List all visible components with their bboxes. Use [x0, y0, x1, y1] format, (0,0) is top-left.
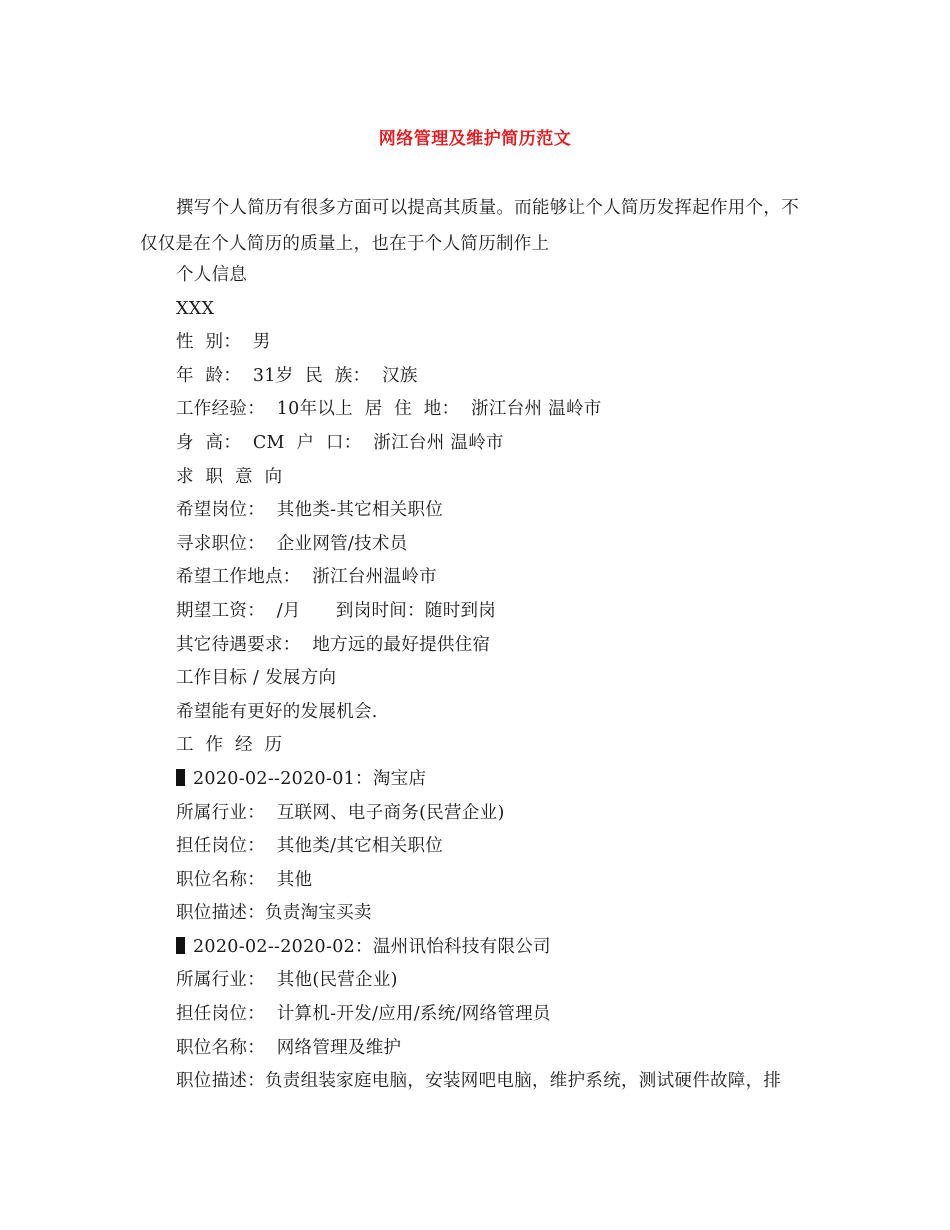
job-description-line: 职位描述：负责淘宝买卖	[176, 903, 372, 924]
section-heading-goal: 工作目标 / 发展方向	[176, 668, 337, 689]
job-title-line: 职位名称： 网络管理及维护	[176, 1037, 402, 1058]
square-bullet-icon	[176, 937, 185, 954]
section-heading-job-intent: 求 职 意 向	[176, 466, 283, 487]
job-entry-header	[176, 763, 836, 797]
height-hukou-line: 身 高： CM 户 口： 浙江台州 温岭市	[176, 432, 504, 453]
intro-paragraph: 撰写个人简历有很多方面可以提高其质量。而能够让个人简历发挥起作用个，不仅仅是在个人简历的质量上，也在于个人简历制作上	[140, 198, 799, 254]
other-requirements-line: 其它待遇要求： 地方远的最好提供住宿	[176, 634, 491, 655]
job-description-line: 职位描述：负责组装家庭电脑，安装网吧电脑，维护系统，测试硬件故障，排	[176, 1071, 782, 1092]
job-entry-header	[176, 931, 836, 965]
section-heading-work-history: 工 作 经 历	[176, 735, 283, 756]
square-bullet-icon	[176, 769, 185, 786]
sought-position-line: 寻求职位： 企业网管/技术员	[176, 533, 408, 554]
section-heading-personal-info: 个人信息	[176, 265, 248, 285]
job-entry-header-text: 2020-02--2020-01：淘宝店	[193, 768, 427, 789]
job-post-line: 担任岗位： 其他类/其它相关职位	[176, 836, 444, 857]
desired-position-line: 希望岗位： 其他类-其它相关职位	[176, 500, 444, 521]
desired-location-line: 希望工作地点： 浙江台州温岭市	[176, 567, 437, 588]
job-industry-line: 所属行业： 互联网、电子商务(民营企业)	[176, 802, 505, 823]
name-line: XXX	[176, 298, 215, 319]
age-ethnicity-line: 年 龄： 31岁 民 族： 汉族	[176, 365, 418, 386]
resume-body	[176, 259, 836, 1099]
experience-residence-line: 工作经验： 10年以上 居 住 地： 浙江台州 温岭市	[176, 399, 602, 420]
job-title-line: 职位名称： 其他	[176, 869, 313, 890]
goal-text-line: 希望能有更好的发展机会.	[176, 701, 378, 722]
job-entry-header-text: 2020-02--2020-02：温州讯怡科技有限公司	[193, 936, 551, 957]
salary-availability-line: 期望工资： /月 到岗时间：随时到岗	[176, 600, 497, 621]
job-industry-line: 所属行业： 其他(民营企业)	[176, 970, 398, 991]
gender-line: 性 别： 男	[176, 332, 271, 353]
document-title: 网络管理及维护简历范文	[378, 129, 572, 149]
job-post-line: 担任岗位： 计算机-开发/应用/系统/网络管理员	[176, 1004, 551, 1025]
